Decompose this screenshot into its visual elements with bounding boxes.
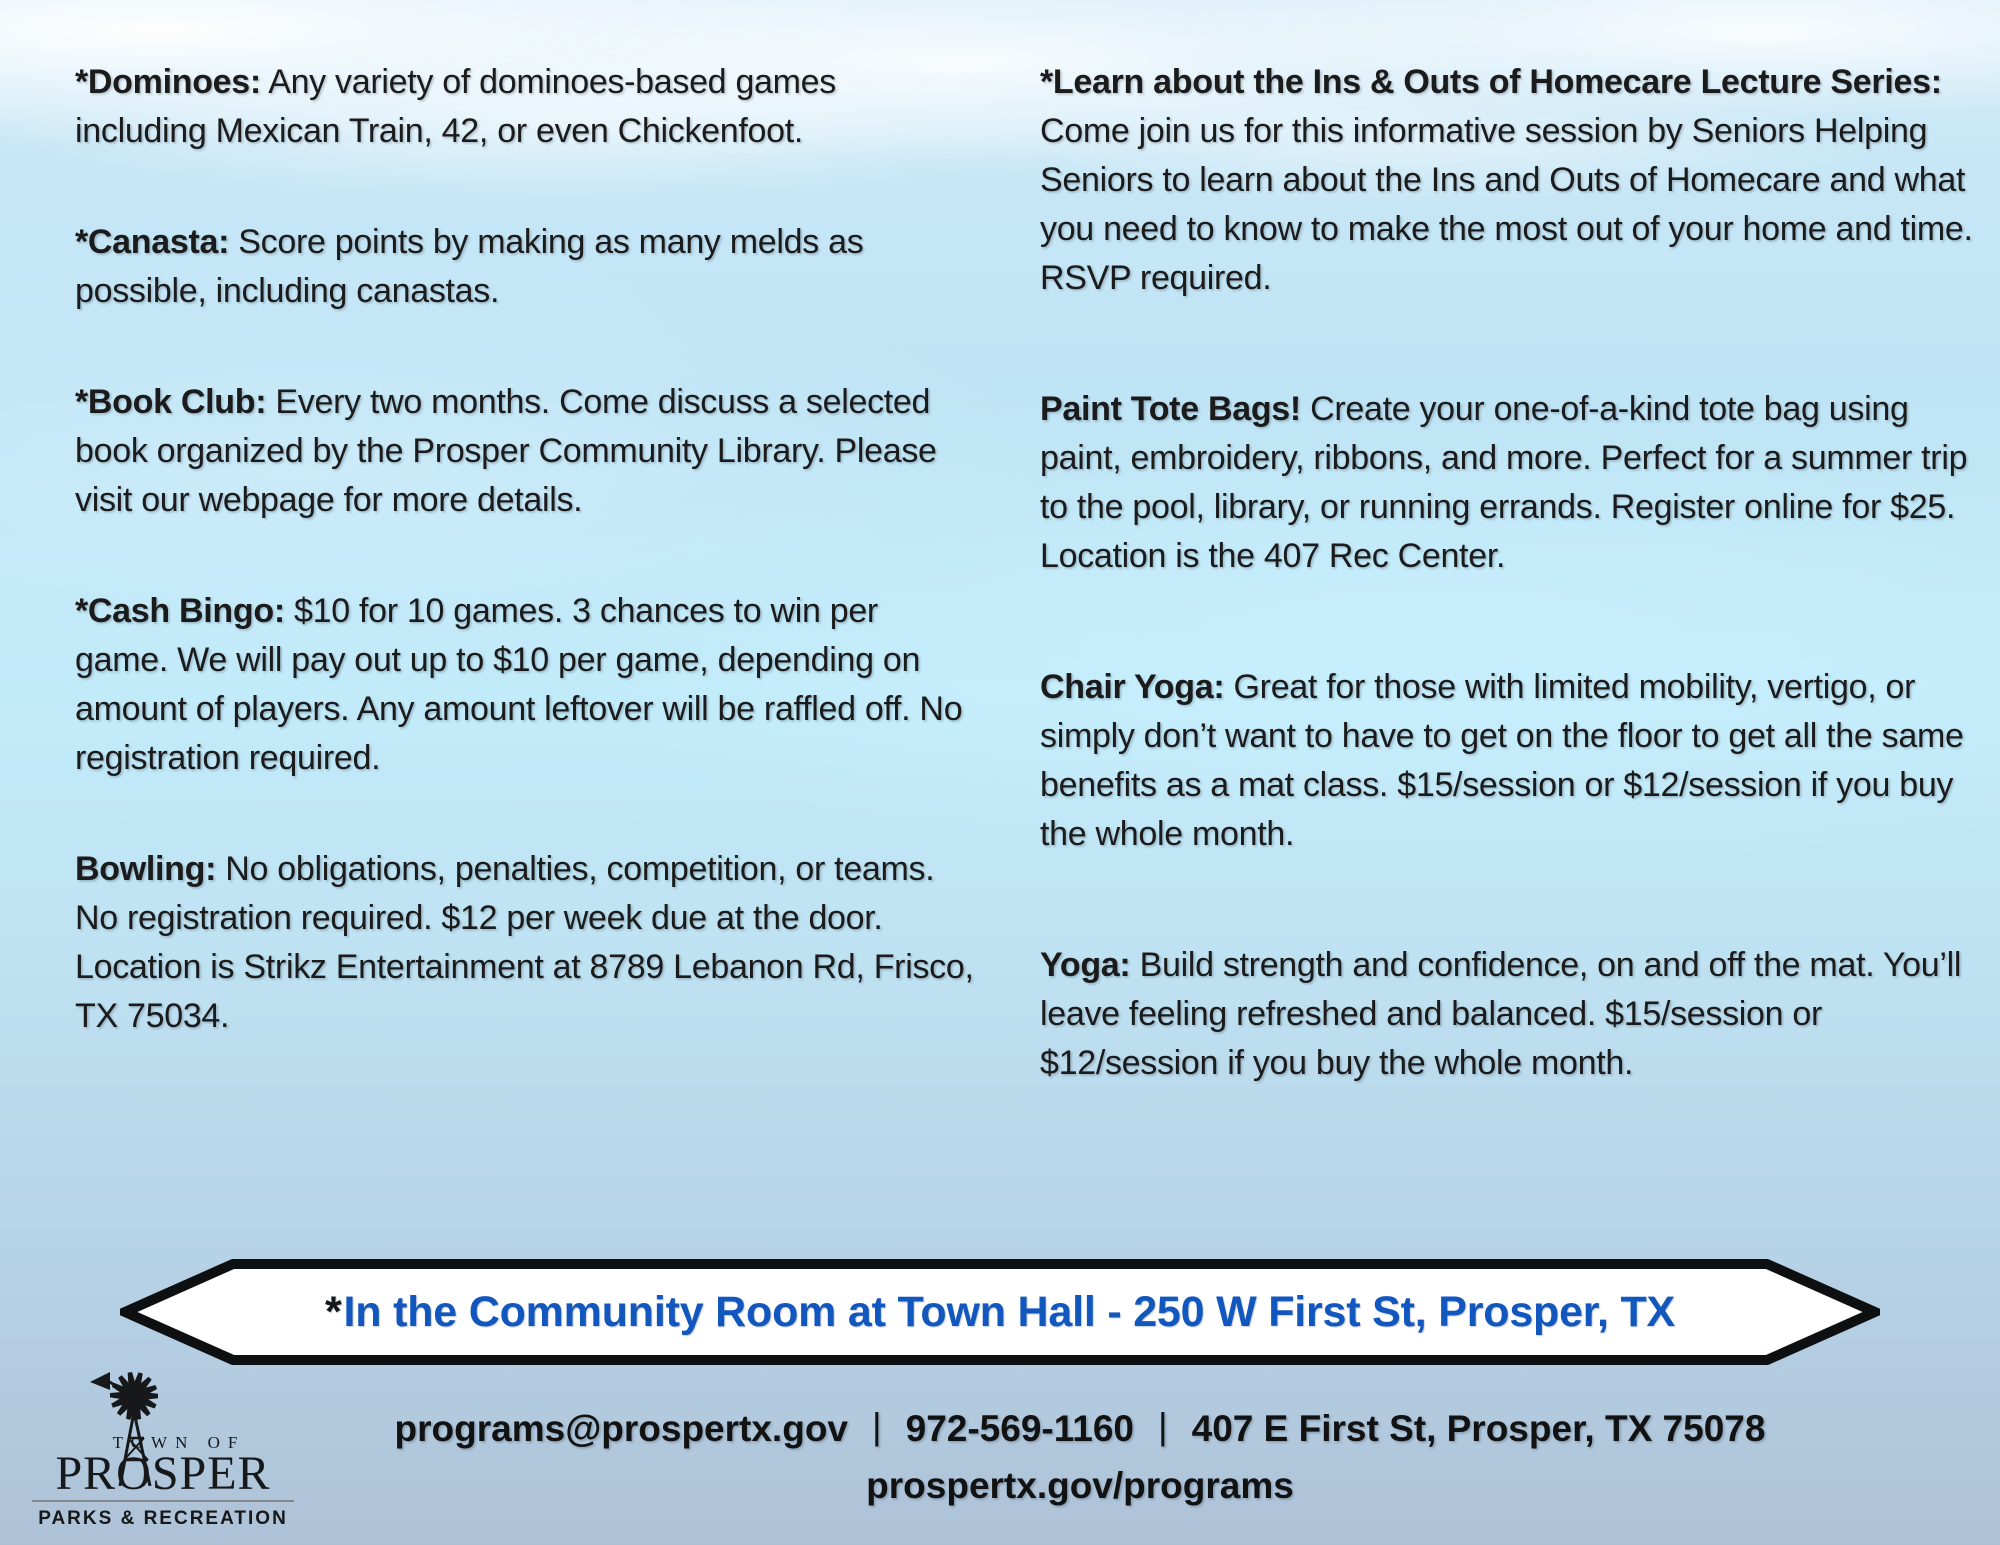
- left-column: [75, 58, 975, 1103]
- program-title: Bowling:: [75, 850, 217, 888]
- program-title: *Cash Bingo:: [75, 592, 285, 630]
- separator: |: [1158, 1406, 1168, 1447]
- program-yoga: [1040, 941, 1982, 1088]
- program-dominoes: [75, 58, 975, 156]
- program-text: No obligations, penalties, competition, or teams. No registration required. $12 per week due at the door. Location is Strikz Entertainment at 8789 Lebanon Rd, Frisco, TX 75034.: [75, 850, 974, 1035]
- program-book-club: [75, 378, 975, 525]
- program-chair-yoga: [1040, 663, 1982, 859]
- program-homecare-lecture: [1040, 58, 1982, 303]
- program-text: Come join us for this informative session by Seniors Helping Seniors to learn about the Ins and Outs of Homecare and what you need to know to make the most out of your home and time. RSVP required.: [1040, 112, 1973, 297]
- program-text: Great for those with limited mobility, vertigo, or simply don’t want to have to get on the floor to get all the same benefits as a mat class. $15/session or $12/session if you buy the whole month.: [1040, 668, 1964, 853]
- program-text: $10 for 10 games. 3 chances to win per game. We will pay out up to $10 per game, depending on amount of players. Any amount leftover will be raffled off. No registration required.: [75, 592, 963, 777]
- program-title: *Learn about the Ins & Outs of Homecare Lecture Series:: [1040, 63, 1942, 101]
- program-text: Create your one-of-a-kind tote bag using paint, embroidery, ribbons, and more. Perfect for a summer trip to the pool, library, or running errands. Register online for $25. Location is the 407 Rec Center.: [1040, 390, 1968, 575]
- logo-subtitle: PARKS & RECREATION: [38, 1508, 288, 1529]
- logo-town-of: TOWN OF: [112, 1433, 246, 1452]
- program-text: Any variety of dominoes-based games including Mexican Train, 42, or even Chickenfoot.: [75, 63, 836, 150]
- program-text: Score points by making as many melds as possible, including canastas.: [75, 223, 864, 310]
- contact-address: 407 E First St, Prosper, TX 75078: [1191, 1408, 1766, 1449]
- program-canasta: [75, 218, 975, 316]
- program-title: Paint Tote Bags!: [1040, 390, 1301, 428]
- contact-website: prospertx.gov/programs: [866, 1465, 1294, 1506]
- contact-info: [200, 1408, 1960, 1507]
- contact-line: [200, 1408, 1960, 1450]
- contact-email: programs@prospertx.gov: [394, 1408, 848, 1449]
- program-paint-tote-bags: [1040, 385, 1982, 581]
- banner-asterisk: *: [324, 1287, 342, 1336]
- banner-location-text: In the Community Room at Town Hall - 250 W First St, Prosper, TX: [343, 1287, 1676, 1336]
- program-title: *Dominoes:: [75, 63, 261, 101]
- program-title: *Book Club:: [75, 383, 267, 421]
- program-cash-bingo: [75, 587, 975, 783]
- contact-phone: 972-569-1160: [905, 1408, 1135, 1449]
- banner-text: [120, 1258, 1880, 1366]
- program-title: Chair Yoga:: [1040, 668, 1225, 706]
- program-text: Build strength and confidence, on and off the mat. You’ll leave feeling refreshed and balanced. $15/session or $12/session if you buy the whole month.: [1040, 946, 1962, 1082]
- program-title: *Canasta:: [75, 223, 230, 261]
- location-banner: [120, 1258, 1880, 1366]
- program-text: Every two months. Come discuss a selected book organized by the Prosper Community Library. Please visit our webpage for more details.: [75, 383, 937, 519]
- separator: |: [872, 1406, 882, 1447]
- program-bowling: [75, 845, 975, 1041]
- program-title: Yoga:: [1040, 946, 1131, 984]
- logo-name: PROSPER: [55, 1447, 271, 1500]
- right-column: [1040, 58, 1982, 1170]
